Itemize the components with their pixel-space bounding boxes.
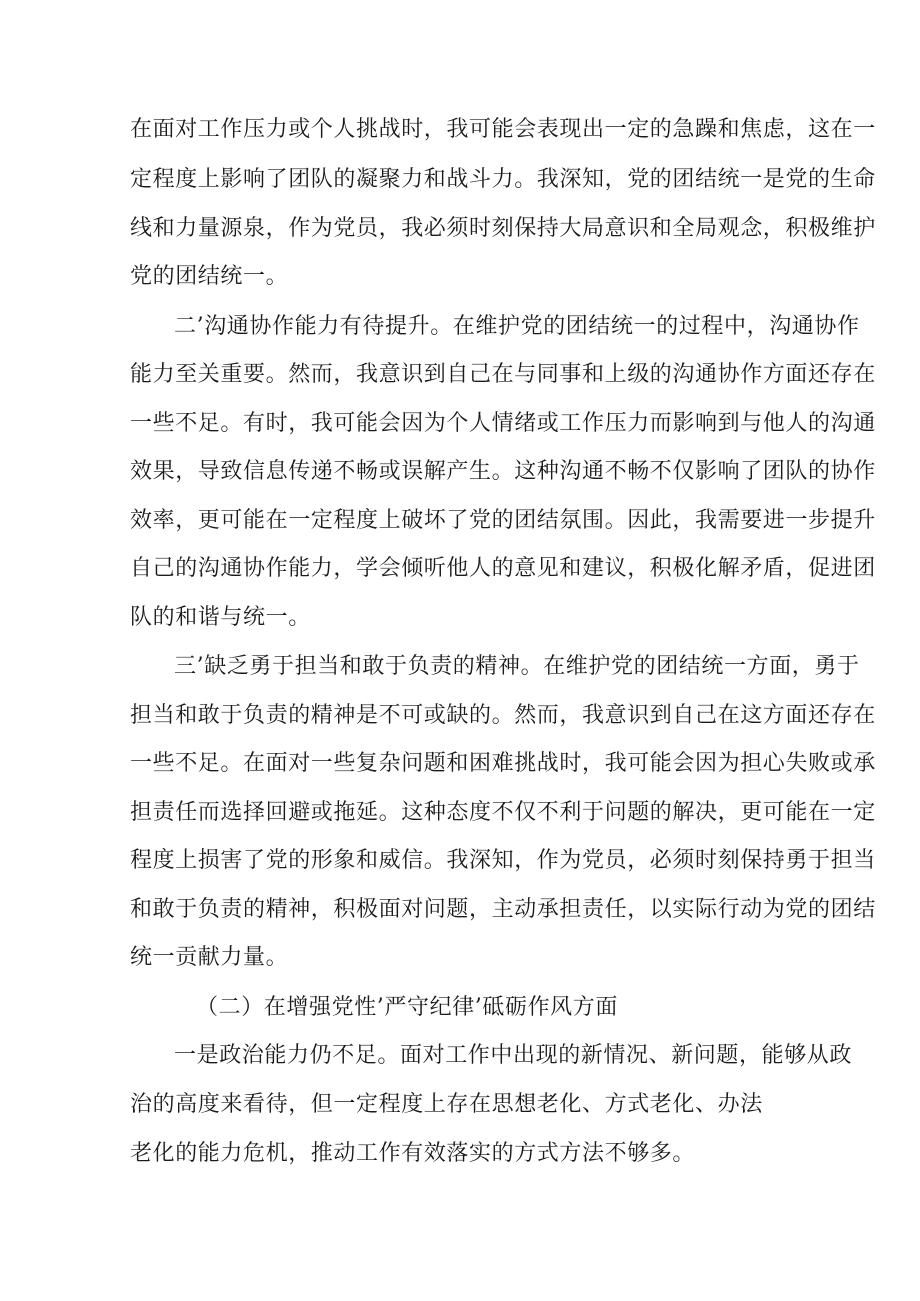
paragraph-line: 线和力量源泉，作为党员，我必须时刻保持大局意识和全局观念，积极维护 — [130, 216, 876, 241]
paragraph-line: 一些不足。有时，我可能会因为个人情绪或工作压力而影响到与他人的沟通 — [130, 411, 876, 436]
paragraph-line: 定程度上影响了团队的凝聚力和战斗力。我深知，党的团结统一是党的生命 — [130, 167, 876, 192]
paragraph-line: 在面对工作压力或个人挑战时，我可能会表现出一定的急躁和焦虑，这在一 — [130, 117, 876, 142]
paragraph-line: 一是政治能力仍不足。面对工作中出现的新情况、新问题，能够从政 — [174, 1043, 853, 1068]
paragraph-line: 担当和敢于负责的精神是不可或缺的。然而，我意识到自己在这方面还存在 — [130, 703, 876, 728]
paragraph-line: 三’缺乏勇于担当和敢于负责的精神。在维护党的团结统一方面，勇于 — [174, 654, 860, 679]
paragraph-line: 治的高度来看待，但一定程度上存在思想老化、方式老化、办法 — [130, 1092, 763, 1117]
paragraph-line: 老化的能力危机，推动工作有效落实的方式方法不够多。 — [130, 1141, 696, 1166]
paragraph-line: 一些不足。在面对一些复杂问题和困难挑战时，我可能会因为担心失败或承 — [130, 751, 876, 776]
paragraph-line: 统一贡献力量。 — [130, 945, 289, 970]
paragraph-line: 党的团结统一。 — [130, 264, 289, 289]
paragraph-line: 效率，更可能在一定程度上破坏了党的团结氛围。因此，我需要进一步提升 — [130, 508, 876, 533]
paragraph-line: 程度上损害了党的形象和威信。我深知，作为党员，必须时刻保持勇于担当 — [130, 848, 876, 873]
paragraph-line: 二’沟通协作能力有待提升。在维护党的团结统一的过程中，沟通协作 — [174, 314, 860, 339]
paragraph-line: 能力至关重要。然而，我意识到自己在与同事和上级的沟通协作方面还存在 — [130, 362, 876, 387]
paragraph-line: 担责任而选择回避或拖延。这种态度不仅不利于问题的解决，更可能在一定 — [130, 800, 876, 825]
paragraph-line: 自己的沟通协作能力，学会倾听他人的意见和建议，积极化解矛盾，促进团 — [130, 556, 876, 581]
paragraph-line: 和敢于负责的精神，积极面对问题，主动承担责任，以实际行动为党的团结 — [130, 897, 876, 922]
section-heading: （二）在增强党性’严守纪律’砥砺作风方面 — [196, 995, 618, 1020]
paragraph-line: 效果，导致信息传递不畅或误解产生。这种沟通不畅不仅影响了团队的协作 — [130, 459, 876, 484]
paragraph-line: 队的和谐与统一。 — [130, 605, 311, 630]
